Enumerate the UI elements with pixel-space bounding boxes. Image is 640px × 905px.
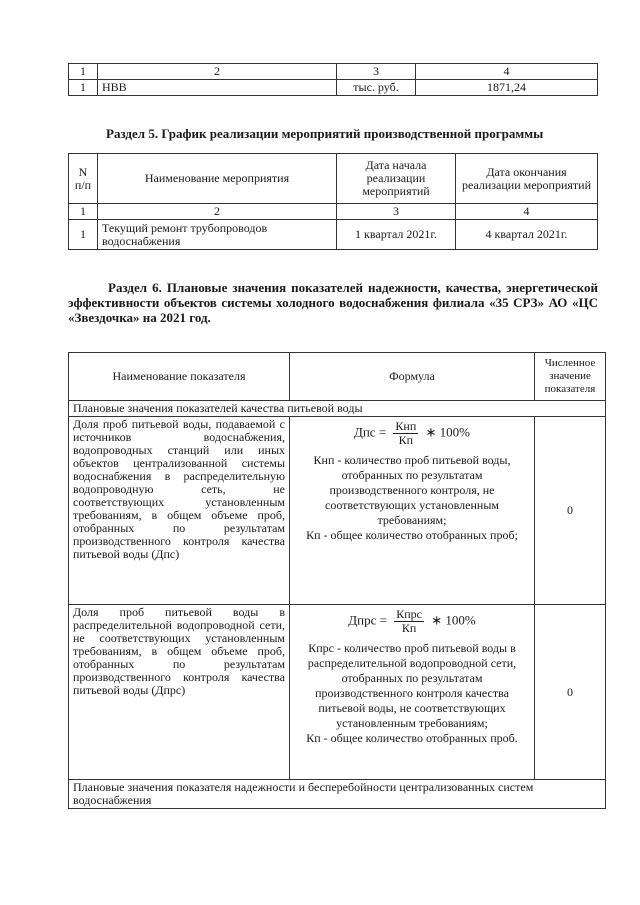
table-row: 1 2 3 4 (69, 204, 598, 220)
table-row (69, 417, 606, 605)
formula-description: Кпрс - количество проб питьевой воды в распределительной водопроводной сети, отобранных по результатам производственного контроля качества питьевой воды, не соответствующих установленным требованиям; (307, 641, 517, 730)
section6-title: Раздел 6. Плановые значения показателей надежности, качества, энергетической эффективности объектов системы холодного водоснабжения филиала «35 СРЗ» АО «ЦС «Звездочка» на 2021 год. (68, 280, 598, 325)
indicator-value: 0 (535, 605, 606, 780)
indicator-value: 0 (535, 417, 606, 605)
formula-dps: Дпс = $\frac{\text{Кнп}}{Кп}$ ∗ 100% (353, 419, 471, 447)
section6-table (68, 352, 606, 809)
table-row: Плановые значения показателя надежности и бесперебойности централизованных систем водоснабжения (69, 780, 606, 809)
indicator-name: Доля проб питьевой воды, подаваемой с источников водоснабжения, водопроводных станций или иных объектов централизованной системы водоснабжения в распределительную водопроводную сеть, не соответствующих установленным требованиям, в общем объеме проб, отобранных по результатам производственного контроля качества питьевой воды (73, 417, 285, 561)
table-top (68, 63, 598, 96)
indicator-symbol: (Дпрс) (151, 683, 186, 697)
table-row: 1 Текущий ремонт трубопроводов водоснабжения 1 квартал 2021г. 4 квартал 2021г. (69, 220, 598, 250)
table-row: 1 НВВ тыс. руб. 1871,24 (69, 80, 598, 96)
indicator-symbol: (Дпс) (151, 547, 180, 561)
section5-table (68, 153, 598, 250)
formula-description: Кнп - количество проб питьевой воды, отобранных по результатам производственного контроля, не соответствующих установленным требованиям; (313, 453, 511, 527)
table-row (69, 605, 606, 780)
indicator-name: Доля проб питьевой воды в распределительной водопроводной сети, не соответствующих установленным требованиям, в общем объеме проб, отобранных по результатам производственного контроля качества питьевой воды (73, 605, 285, 697)
formula-dprs: Дпрс = $\frac{\text{Кпрс}}{Кп}$ ∗ 100% (348, 607, 476, 635)
formula-description: Кп - общее количество отобранных проб; (306, 528, 518, 542)
table-row: Плановые значения показателей качества питьевой воды (69, 401, 606, 417)
table-row: N п/п Наименование мероприятия Дата начала реализации мероприятий Дата окончания реализации мероприятий (69, 154, 598, 204)
formula-description: Кп - общее количество отобранных проб. (306, 731, 518, 745)
table-row: Наименование показателя Формула Численное значение показателя (69, 353, 606, 401)
table-row: 1 2 3 4 (69, 64, 598, 80)
section5-title: Раздел 5. График реализации мероприятий производственной программы (106, 126, 544, 141)
